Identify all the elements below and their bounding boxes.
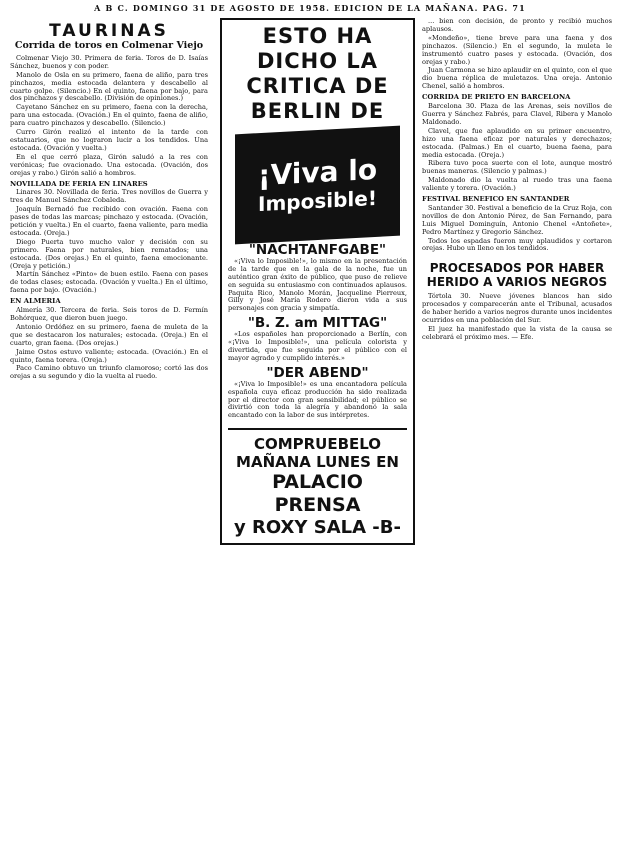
article-paragraph: Tórtola 30. Nueve jóvenes blancos han sido procesados y comparecerán ante el Tribunal, acusados de haber herido a varios negros durante unos incidentes ocurridos en una población del Sur. — [422, 292, 612, 325]
article-paragraph: «Mondeño», tiene breve para una faena y dos pinchazos. (Silencio.) En el segundo, la muleta le instrumentó cuatro pases y estocada. (Ovación, dos orejas y rabo.) — [422, 33, 612, 66]
article-paragraph: Cayetano Sánchez en su primero, faena con la derecha, para una estocada. (Ovación.) En el quinto, faena de aliño, para cuatro pinchazos y descabello. (Silencio.) — [10, 103, 208, 128]
article-paragraph: Antonio Ordóñez en su primero, faena de muleta de la que se destacaron los naturales; estocada. (Oreja.) En el cuarto, gran faena. (Dos orejas.) — [10, 322, 208, 347]
subhead-barcelona: CORRIDA DE PRIETO EN BARCELONA — [422, 93, 571, 102]
cinema-name: PALACIO PRENSA — [272, 471, 363, 517]
film-advert — [220, 18, 415, 838]
banner-line-1: ¡Viva lo — [257, 152, 378, 193]
article-subtitle: Corrida de toros en Colmenar Viejo — [14, 39, 204, 51]
press-name: "DER ABEND" — [266, 364, 369, 381]
article-paragraph: Diego Puerta tuvo mucho valor y decisión con su primero. Faena por naturales, bien rematados; una estocada. (Dos orejas.) En el quinto, faena emocionante. (Oreja y petición.) — [10, 237, 208, 270]
article-paragraph: Martín Sánchez «Pinto» de buen estilo. Faena con pases de todas clases; estocada. (Ovación y vuelta.) En el último, faena por bajo. (Ovación.) — [10, 270, 208, 295]
subhead-almeria: EN ALMERIA — [10, 297, 61, 306]
article-paragraph: Colmenar Viejo 30. Primera de feria. Toros de D. Isaías Sánchez, buenos y con poder. — [10, 53, 208, 70]
news-column-right — [422, 18, 612, 838]
page-header: A B C. DOMINGO 31 DE AGOSTO DE 1958. EDICION DE LA MAÑANA. PAG. 71 — [94, 3, 526, 13]
taurinas-column — [10, 18, 208, 838]
cinema-name-2: y ROXY SALA -B- — [234, 517, 401, 539]
article-paragraph: Manolo de Osla en su primero, faena de aliño, para tres pinchazos, media estocada delantera y descabello al cuarto golpe. (Silencio.) En el quinto, faena por bajo, para dos pinchazos y descabello. (División de opiniones.) — [10, 70, 208, 103]
article-paragraph: Juan Carmona se hizo aplaudir en el quinto, con el que dio buena réplica de muletazos. Una oreja. Antonio Chenel, salió a hombros. — [422, 66, 612, 91]
banner-line-2: Imposible! — [258, 185, 377, 217]
article-paragraph: Curro Girón realizó el intento de la tarde con estatuarios, que no lograron lucir a los tendidos. Una estocada. (Ovación y vuelta.) — [10, 128, 208, 152]
press-name: "B. Z. am MITTAG" — [247, 315, 388, 332]
article-paragraph: El juez ha manifestado que la vista de la causa se celebrará el próximo mes. — Efe. — [422, 325, 612, 341]
advert-cta: COMPRUEBELO MAÑANA LUNES EN — [236, 435, 399, 472]
section-title: TAURINAS — [49, 21, 169, 41]
article-paragraph: Barcelona 30. Plaza de las Arenas, seis novillos de Guerra y Sánchez Fabrés, para Clavel, Ribera y Manolo Maldonado. — [422, 102, 612, 126]
press-quote: «Los españoles han proporcionado a Berlín, con «¡Viva lo Imposible!», una película colorista y divertida, que fue seguida por el público con el mayor agrado y cumplido interés.» — [228, 330, 407, 362]
article-paragraph: Joaquín Bernadó fue recibido con ovación. Faena con pases de todas las marcas; pinchazo y estocada. (Ovación, petición y vuelta.) En el cuarto, faena valiente, para media estocada. (Oreja.) — [10, 205, 208, 237]
article-paragraph: Ribera tuvo poca suerte con el lote, aunque mostró buenas maneras. (Silencio y palmas.) — [422, 159, 612, 176]
article-paragraph: Paco Camino obtuvo un triunfo clamoroso; cortó las dos orejas a su segundo y dio la vuelta al ruedo. — [10, 364, 208, 381]
article-paragraph: Linares 30. Novillada de feria. Tres novillos de Guerra y tres de Manuel Sánchez Cobaleda. — [10, 188, 208, 205]
subhead-linares: NOVILLADA DE FERIA EN LINARES — [10, 179, 148, 188]
film-title-banner — [235, 126, 400, 245]
news-headline: PROCESADOS POR HABER HERIDO A VARIOS NEGROS — [426, 261, 608, 290]
article-paragraph: ... bien con decisión, de pronto y recibió muchos aplausos. — [422, 18, 612, 33]
advert-footer — [228, 428, 407, 539]
subhead-santander: FESTIVAL BENEFICO EN SANTANDER — [422, 195, 570, 204]
advert-box — [220, 18, 415, 545]
press-quote: «¡Viva lo Imposible!», lo mismo en la presentación de la tarde que en la gala de la noche, fue un auténtico gran éxito de público, que puso de relieve en seguida su entusiasmo con continuados aplausos. Paquita Rico, Manolo Morán, Jacqueline Pierreux, Gilly y José María Rodero dieron vida a sus personajes con gracia y simpatía. — [228, 256, 407, 313]
press-name: "NACHTANFGABE" — [248, 242, 387, 258]
article-paragraph: Jaime Ostos estuvo valiente; estocada. (Ovación.) En el quinto, faena torera. (Oreja.) — [10, 347, 208, 364]
article-paragraph: Todos los espadas fueron muy aplaudidos y cortaron orejas. Hubo un lleno en los tendidos. — [422, 236, 612, 253]
advert-title: ESTO HA DICHO LA CRITICA DE BERLIN DE — [246, 24, 389, 123]
article-paragraph: Almería 30. Tercera de feria. Seis toros de D. Fermín Bohórquez, que dieron buen juego. — [10, 306, 208, 322]
article-paragraph: Santander 30. Festival a beneficio de la Cruz Roja, con novillos de don Antonio Pérez, de San Fernando, para Luis Miguel Dominguín, Antonio Chenel «Antoñete», Pedro Martínez y Gregorio Sánchez. — [422, 203, 612, 236]
article-paragraph: Maldonado dio la vuelta al ruedo tras una faena valiente y torera. (Ovación.) — [422, 176, 612, 193]
article-paragraph: En el que cerró plaza, Girón saludó a la res con verónicas; fue ovacionado. Una estocada. (Ovación, dos orejas y rabo.) Girón salió a hombros. — [10, 152, 208, 177]
article-paragraph: Clavel, que fue aplaudido en su primer encuentro, hizo una faena eficaz por naturales y derechazos; estocada. (Palmas.) En el cuarto, buena faena, para media estocada. (Oreja.) — [422, 126, 612, 159]
press-quote: «¡Viva lo Imposible!» es una encantadora película española cuya eficaz producción ha sido realizada por el director con gran sensibilidad; el público se divirtió con toda la alegría y abandonó la sala encantado con la labor de sus intérpretes. — [228, 379, 407, 420]
